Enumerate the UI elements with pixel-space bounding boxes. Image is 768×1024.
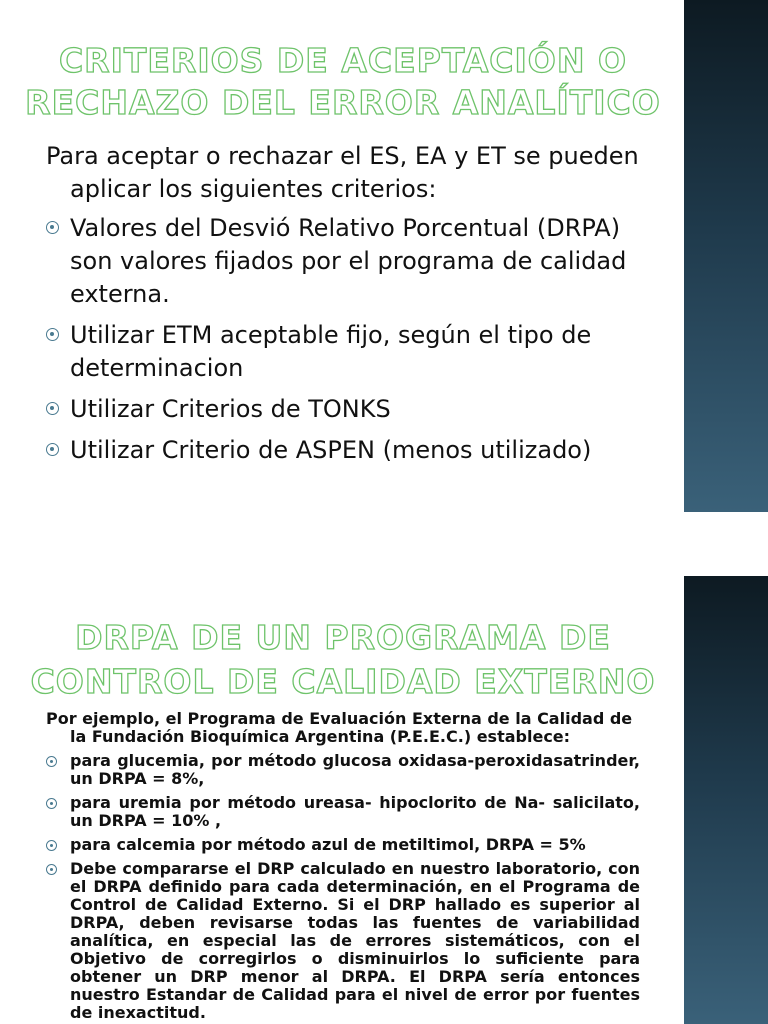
slide-2-body [46,710,640,1024]
bullet-icon [46,798,57,809]
bullet-text: para calcemia por método azul de metiltimol, DRPA = 5% [70,835,586,854]
bullet-item [46,794,640,830]
bullet-text: Valores del Desvió Relativo Porcentual (DRPA) son valores fijados por el programa de calidad externa. [70,214,627,308]
bullet-item [46,860,640,1022]
bullet-icon [46,221,59,234]
bullet-item [46,212,646,311]
bullet-text: Utilizar ETM aceptable fijo, según el tipo de determinacion [70,321,592,382]
bullet-item [46,752,640,788]
sidebar-decoration [684,0,768,512]
bullet-text: Debe compararse el DRP calculado en nuestro laboratorio, con el DRPA definido para cada determinación, en el Programa de Control de Calidad Externo. Si el DRP hallado es superior al DRPA, deben revisarse todas las fuentes de variabilidad analítica, en especial las de errores sistemáticos, con el Objetivo de corregirlos o disminuirlos lo suficiente para obtener un DRP menor al DRPA. El DRPA sería entonces nuestro Estandar de Calidad para el nivel de error por fuentes de inexactitud. [70,859,640,1022]
bullet-icon [46,840,57,851]
bullet-icon [46,864,57,875]
bullet-item [46,434,646,467]
slide-1-body [46,140,646,475]
slide-1-title: CRITERIOS DE ACEPTACIÓN O RECHAZO DEL ERROR ANALÍTICO [25,41,661,122]
slide-1-intro: Para aceptar o rechazar el ES, EA y ET se pueden aplicar los siguientes criterios: [46,142,639,203]
bullet-text: para uremia por método ureasa- hipoclorito de Na- salicilato, un DRPA = 10% , [70,793,640,830]
slide-2-title: DRPA DE UN PROGRAMA DE CONTROL DE CALIDAD EXTERNO [30,618,656,701]
bullet-icon [46,756,57,767]
bullet-item [46,319,646,385]
bullet-icon [46,402,59,415]
bullet-text: para glucemia, por método glucosa oxidasa-peroxidasatrinder, un DRPA = 8%, [70,751,640,788]
sidebar-decoration [684,576,768,1024]
slide-gap [0,512,768,576]
bullet-item [46,393,646,426]
bullet-item [46,836,640,854]
slide-2-intro: Por ejemplo, el Programa de Evaluación Externa de la Calidad de la Fundación Bioquímica Argentina (P.E.E.C.) establece: [46,709,633,746]
bullet-icon [46,328,59,341]
bullet-icon [46,443,59,456]
slide-2 [0,576,768,1024]
bullet-text: Utilizar Criterios de TONKS [70,395,391,423]
bullet-text: Utilizar Criterio de ASPEN (menos utilizado) [70,436,592,464]
